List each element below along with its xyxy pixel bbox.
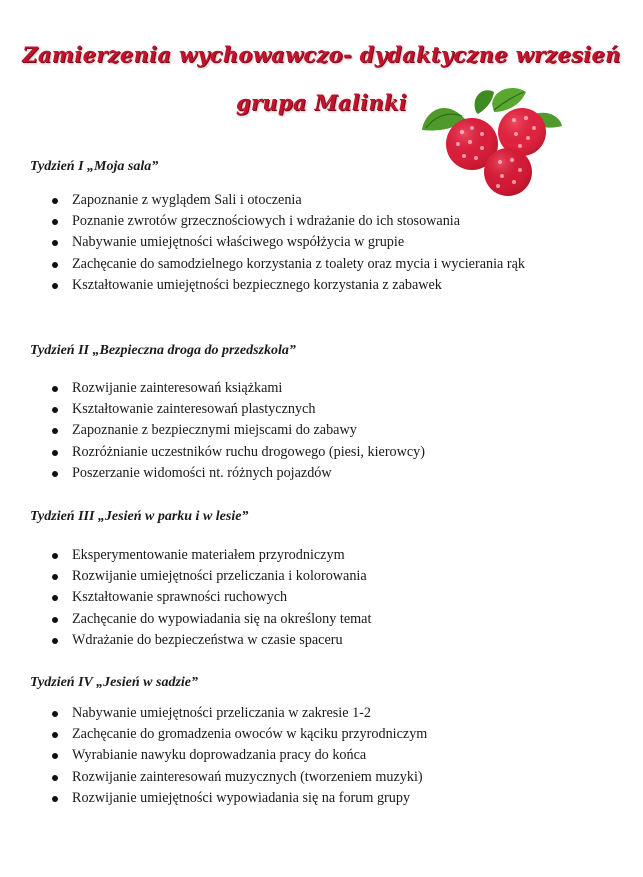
list-item: Zachęcanie do wypowiadania się na określony temat xyxy=(52,609,371,630)
week-heading: Tydzień II „Bezpieczna droga do przedszkola” xyxy=(30,343,296,358)
goals-list xyxy=(52,190,525,296)
week-section xyxy=(30,674,620,806)
list-item: Poznanie zwrotów grzecznościowych i wdrażanie do ich stosowania xyxy=(52,211,525,232)
list-item: Wyrabianie nawyku doprowadzania pracy do końca xyxy=(52,745,427,766)
bullet-icon xyxy=(52,386,58,392)
list-item: Zapoznanie z bezpiecznymi miejscami do zabawy xyxy=(52,420,425,441)
list-item: Zachęcanie do samodzielnego korzystania z toalety oraz mycia i wycierania rąk xyxy=(52,254,525,275)
bullet-icon xyxy=(52,428,58,434)
bullet-icon xyxy=(52,595,58,601)
list-item: Rozróżnianie uczestników ruchu drogowego (piesi, kierowcy) xyxy=(52,442,425,463)
week-heading: Tydzień IV „Jesień w sadzie” xyxy=(30,675,199,690)
list-item: Rozwijanie zainteresowań książkami xyxy=(52,378,425,399)
document-title: Zamierzenia wychowawczo- dydaktyczne wrzesień xyxy=(22,42,621,67)
goals-list xyxy=(52,703,427,809)
list-item: Poszerzanie widomości nt. różnych pojazdów xyxy=(52,463,425,484)
list-item: Nabywanie umiejętności właściwego współżycia w grupie xyxy=(52,232,525,253)
list-item: Zachęcanie do gromadzenia owoców w kąciku przyrodniczym xyxy=(52,724,427,745)
bullet-icon xyxy=(52,450,58,456)
week-heading: Tydzień III „Jesień w parku i w lesie” xyxy=(30,509,249,524)
bullet-icon xyxy=(52,407,58,413)
bullet-icon xyxy=(52,574,58,580)
list-item: Nabywanie umiejętności przeliczania w zakresie 1-2 xyxy=(52,703,427,724)
list-item: Rozwijanie umiejętności przeliczania i kolorowania xyxy=(52,566,371,587)
bullet-icon xyxy=(52,617,58,623)
bullet-icon xyxy=(52,471,58,477)
group-name-title: grupa Malinki xyxy=(235,90,408,115)
list-item: Rozwijanie umiejętności wypowiadania się na forum grupy xyxy=(52,788,427,809)
bullet-icon xyxy=(52,553,58,559)
bullet-icon xyxy=(52,732,58,738)
bullet-icon xyxy=(52,711,58,717)
list-item: Zapoznanie z wyglądem Sali i otoczenia xyxy=(52,190,525,211)
bullet-icon xyxy=(52,638,58,644)
list-item: Rozwijanie zainteresowań muzycznych (tworzeniem muzyki) xyxy=(52,767,427,788)
bullet-icon xyxy=(52,796,58,802)
list-item: Kształtowanie umiejętności bezpiecznego korzystania z zabawek xyxy=(52,275,525,296)
bullet-icon xyxy=(52,198,58,204)
week-section xyxy=(30,342,620,481)
bullet-icon xyxy=(52,219,58,225)
bullet-icon xyxy=(52,283,58,289)
list-item: Wdrażanie do bezpieczeństwa w czasie spaceru xyxy=(52,630,371,651)
week-heading: Tydzień I „Moja sala” xyxy=(30,159,159,174)
week-section xyxy=(30,158,620,293)
list-item: Eksperymentowanie materiałem przyrodniczym xyxy=(52,545,371,566)
list-item: Kształtowanie zainteresowań plastycznych xyxy=(52,399,425,420)
list-item: Kształtowanie sprawności ruchowych xyxy=(52,587,371,608)
week-section xyxy=(30,508,620,648)
bullet-icon xyxy=(52,262,58,268)
raspberry-icon xyxy=(422,86,562,198)
bullet-icon xyxy=(52,240,58,246)
bullet-icon xyxy=(52,753,58,759)
goals-list xyxy=(52,378,425,484)
goals-list xyxy=(52,545,371,651)
bullet-icon xyxy=(52,775,58,781)
